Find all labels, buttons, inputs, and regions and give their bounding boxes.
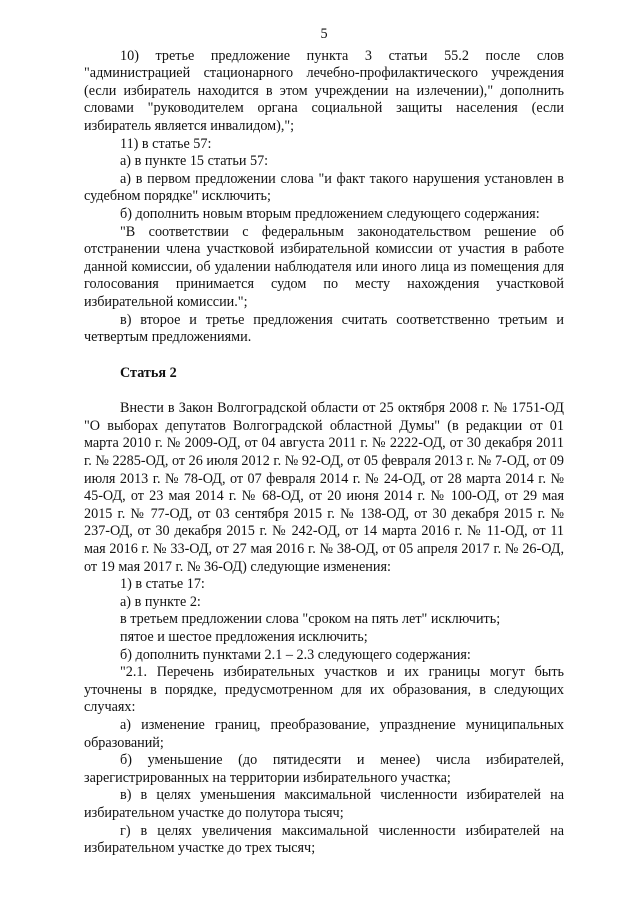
spacer bbox=[84, 382, 564, 400]
article-paragraph: в) в целях уменьшения максимальной численности избирателей на избирательном участке до полутора тысяч; bbox=[84, 787, 564, 821]
spacer bbox=[84, 347, 564, 365]
amendment-paragraph: а) в пункте 15 статьи 57: bbox=[120, 153, 269, 170]
article-paragraph: в третьем предложении слова "сроком на пять лет" исключить; bbox=[120, 611, 501, 628]
article-heading: Статья 2 bbox=[120, 364, 177, 381]
article-paragraph: г) в целях увеличения максимальной численности избирателей на избирательном участке до трех тысяч; bbox=[84, 822, 564, 857]
amendment-paragraph: 11) в статье 57: bbox=[120, 135, 212, 152]
amendment-paragraph: б) дополнить новым вторым предложением следующего содержания: bbox=[120, 205, 540, 222]
article-paragraph: б) уменьшение (до пятидесяти и менее) числа избирателей, зарегистрированных на территории избирательного участка; bbox=[84, 752, 564, 786]
article-paragraph: "2.1. Перечень избирательных участков и их границы могут быть уточнены в порядке, предусмотренном для их образования, в следующих случаях: bbox=[84, 664, 564, 716]
article-paragraph: 1) в статье 17: bbox=[120, 576, 205, 593]
page-number: 5 bbox=[320, 26, 328, 42]
amendment-paragraph: а) в первом предложении слова "и факт такого нарушения установлен в судебном порядке" исключить; bbox=[84, 170, 564, 205]
amendment-paragraph: в) второе и третье предложения считать соответственно третьим и четвертым предложениями. bbox=[84, 311, 564, 346]
article-paragraph: пятое и шестое предложения исключить; bbox=[120, 629, 368, 645]
article-paragraph: а) в пункте 2: bbox=[120, 593, 201, 610]
amendment-paragraph: "В соответствии с федеральным законодательством решение об отстранении члена участковой избирательной комиссии от участия в работе данной комиссии, об удалении наблюдателя или иного лица из помещения для голосования принимается судом по месту нахождения участковой избирательной комиссии."; bbox=[84, 223, 564, 310]
article-paragraph: б) дополнить пунктами 2.1 – 2.3 следующего содержания: bbox=[120, 646, 471, 663]
article-paragraph: Внести в Закон Волгоградской области от 25 октября 2008 г. № 1751-ОД "О выборах депутатов Волгоградской областной Думы" (в редакции от 01 марта 2010 г. № 2009-ОД, от 04 августа 2011 г. № 2222-ОД, от 30 декабря 2011 г. № 2285-ОД, от 26 июля 2012 г. № 92-ОД, от 05 февраля 2013 г. № 7-ОД, от 09 июля 2013 г. № 78-ОД, от 07 февраля 2014 г. № 24-ОД, от 28 марта 2014 г. № 45-ОД, от 23 мая 2014 г. № 68-ОД, от 20 июня 2014 г. № 100-ОД, от 29 мая 2015 г. № 77-ОД, от 03 сентября 2015 г. № 138-ОД, от 30 декабря 2015 г. № 237-ОД, от 30 декабря 2015 г. № 242-ОД, от 14 марта 2016 г. № 11-ОД, от 11 мая 2016 г. № 33-ОД, от 27 мая 2016 г. № 38-ОД, от 05 апреля 2017 г. № 26-ОД, от 19 мая 2017 г. № 36-ОД) следующие изменения: bbox=[84, 400, 564, 575]
amendment-paragraph: 10) третье предложение пункта 3 статьи 55.2 после слов "администрацией стационарного лечебно-профилактического учреждения (если избиратель находится в этом учреждении на излечении)," дополнить словами "руководителем органа социальной защиты населения (если избиратель является инвалидом),"; bbox=[84, 47, 564, 134]
article-paragraph: а) изменение границ, преобразование, упразднение муниципальных образований; bbox=[84, 716, 564, 751]
document-page bbox=[84, 26, 564, 858]
